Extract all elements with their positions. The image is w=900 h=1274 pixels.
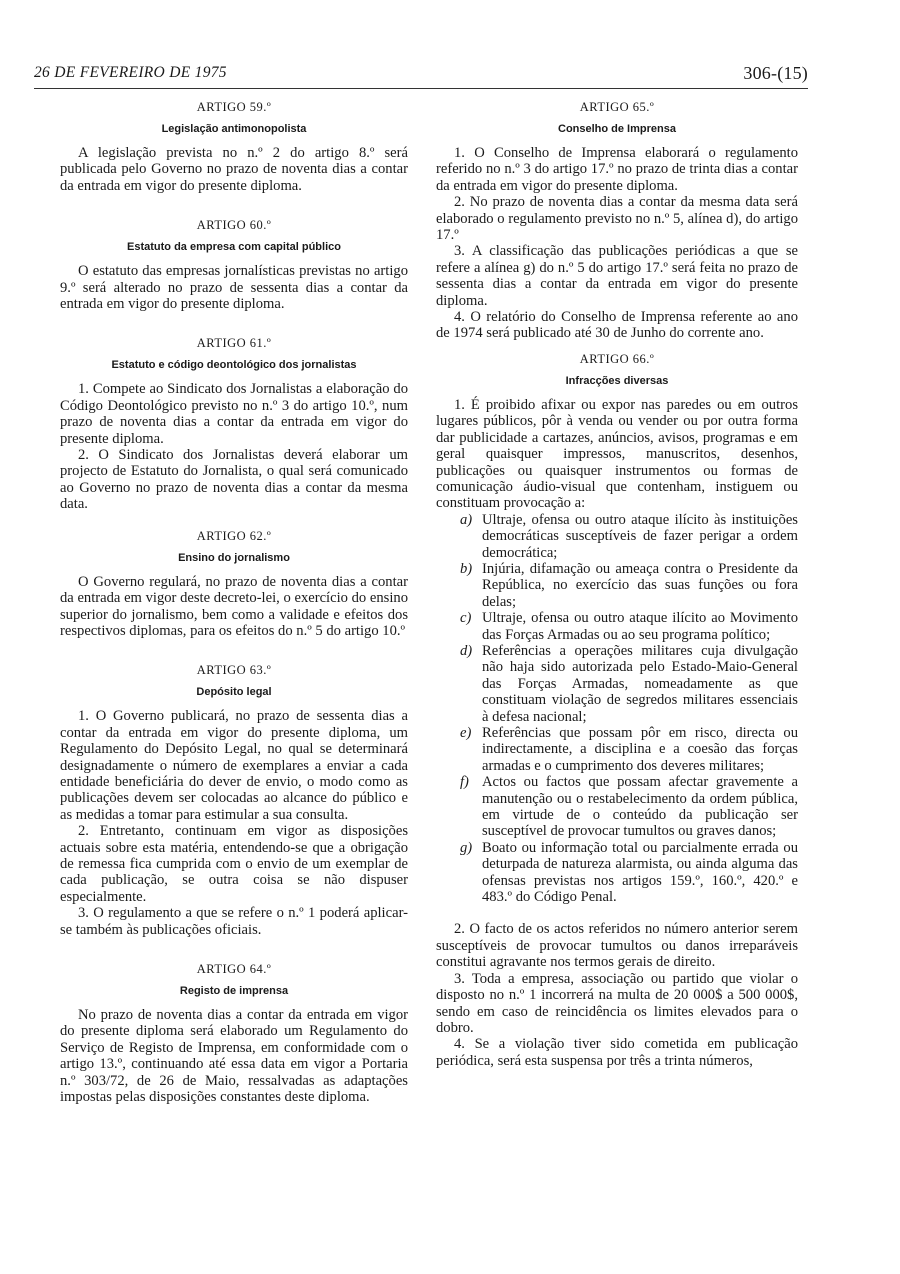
- article-paragraph: 2. Entretanto, continuam em vigor as disposições actuais sobre esta matéria, entendendo-se que a obrigação de remessa fica cumprida com o envio de um exemplar de cada publicação, se outra coisa se não dispuser especialmente.: [60, 823, 408, 905]
- article-number: ARTIGO 61.º: [196, 336, 272, 351]
- article-number: ARTIGO 65.º: [579, 100, 655, 114]
- article-paragraph: 1. Compete ao Sindicato dos Jornalistas a elaboração do Código Deontológico previsto no n.º 3 do artigo 10.º, num prazo de noventa dias a contar da entrada em vigor do presente diploma.: [60, 381, 408, 447]
- article-title: Registo de imprensa: [179, 985, 289, 997]
- article-62: [60, 529, 408, 640]
- article-paragraph: O Governo regulará, no prazo de noventa dias a contar da entrada em vigor deste decreto-lei, o exercício do ensino superior do jornalismo, bem como a validade e efeitos dos respectivos diplomas, para os efeitos do n.º 5 do artigo 10.º: [60, 573, 408, 639]
- article-66: [436, 352, 798, 1069]
- article-title: Infracções diversas: [565, 374, 669, 387]
- article-number: ARTIGO 62.º: [196, 528, 272, 543]
- item-label: g): [460, 839, 473, 856]
- article-paragraph: 3. A classificação das publicações periódicas a que se refere a alínea g) do n.º 5 do artigo 17.º será feita no prazo de sessenta dias a contar da entrada em vigor do presente diploma.: [436, 243, 798, 309]
- article-number: ARTIGO 64.º: [196, 962, 272, 976]
- article-paragraph: 4. O relatório do Conselho de Imprensa referente ao ano de 1974 será publicado até 30 de Junho do corrente ano.: [436, 309, 798, 342]
- list-item: [436, 561, 798, 610]
- item-text: Ultraje, ofensa ou outro ataque ilícito às instituições democráticas susceptíveis de fazer perigar a ordem democrática;: [482, 511, 798, 561]
- article-number: ARTIGO 60.º: [196, 218, 272, 233]
- item-label: a): [460, 511, 473, 528]
- list-item: [436, 512, 798, 561]
- article-paragraph: 2. No prazo de noventa dias a contar da mesma data será elaborado o regulamento previsto no n.º 5, alínea d), do artigo 17.º: [436, 194, 798, 244]
- item-label: f): [460, 774, 469, 791]
- article-paragraph: No prazo de noventa dias a contar da entrada em vigor do presente diploma será elaborado um Regulamento do Serviço de Registo de Imprensa, em conformidade com o artigo 13.º, continuando até essa data em vigor a Portaria n.º 303/72, de 26 de Maio, ressalvadas as adaptações impostas pelas disposições constantes deste diploma.: [60, 1007, 408, 1106]
- article-paragraph: A legislação prevista no n.º 2 do artigo 8.º será publicada pelo Governo no prazo de noventa dias a contar da entrada em vigor do presente diploma.: [60, 145, 408, 194]
- article-60: [60, 218, 408, 312]
- list-item: [436, 643, 798, 725]
- item-label: b): [460, 560, 473, 577]
- list-item: [436, 774, 798, 840]
- item-label: d): [460, 642, 473, 659]
- page-number: 306-(15): [743, 63, 808, 83]
- article-title: Estatuto e código deontológico dos jornalistas: [111, 359, 357, 372]
- article-63: [60, 663, 408, 938]
- article-paragraph: 2. O Sindicato dos Jornalistas deverá elaborar um projecto de Estatuto do Jornalista, o qual será comunicado ao Governo no prazo de noventa dias a contar da mesma data.: [60, 447, 408, 513]
- article-59: [60, 100, 408, 194]
- article-paragraph: 1. O Governo publicará, no prazo de sessenta dias a contar da entrada em vigor do presente diploma, um Regulamento do Depósito Legal, no qual se determinará designadamente o número de exemplares a enviar a cada entidade beneficiária do dever de envio, o modo como as publicações devem ser colocadas ao alcance do público e as medidas a tomar para estimular a sua consulta.: [60, 708, 408, 823]
- item-text: Ultraje, ofensa ou outro ataque ilícito ao Movimento das Forças Armadas ou ao seu programa político;: [482, 610, 798, 643]
- item-label: c): [460, 610, 472, 627]
- subparagraph-list: [436, 512, 798, 906]
- item-text: Boato ou informação total ou parcialmente errada ou deturpada de natureza alarmista, ou ainda alguma das ofensas previstas nos artigos 159.º, 160.º, 420.º e 483.º do Código Penal.: [482, 839, 798, 906]
- article-number: ARTIGO 66.º: [579, 351, 655, 366]
- list-item: [436, 610, 798, 643]
- article-paragraph: 1. É proibido afixar ou expor nas paredes ou em outros lugares públicos, pôr à venda ou vender ou por outra forma dar publicidade a cartazes, anúncios, avisos, programas e em geral quaisquer impressos, manuscritos, desenhos, publicações ou quaisquer instrumentos ou formas de comunicação áudio-visual que contenham, instiguem ou constituam provocação a:: [436, 396, 798, 512]
- article-number: ARTIGO 63.º: [196, 663, 272, 678]
- item-text: Actos ou factos que possam afectar gravemente a manutenção ou o restabelecimento da ordem pública, em virtude de o conteúdo da publicação ser susceptível de provocar tumultos ou graves danos;: [482, 774, 798, 840]
- item-text: Referências a operações militares cuja divulgação não haja sido autorizada pelo Estado-Maio-General das Forças Armadas, nomeadamente as que constituam violação de segredos militares essenciais à defesa nacional;: [482, 642, 798, 725]
- right-column: [436, 100, 798, 1069]
- item-text: Injúria, difamação ou ameaça contra o Presidente da República, no exercício das suas funções ou fora delas;: [482, 560, 798, 610]
- page-header: [34, 60, 808, 89]
- article-paragraph: 2. O facto de os actos referidos no número anterior serem susceptíveis de provocar tumultos ou danos irreparáveis constitui agravante nos termos gerais de direito.: [436, 921, 798, 971]
- article-title: Legislação antimonopolista: [161, 123, 307, 135]
- article-paragraph: 1. O Conselho de Imprensa elaborará o regulamento referido no n.º 3 do artigo 17.º no prazo de trinta dias a contar da entrada em vigor do presente diploma.: [436, 145, 798, 194]
- article-title: Depósito legal: [196, 686, 272, 699]
- item-text: Referências que possam pôr em risco, directa ou indirectamente, a disciplina e a coesão das forças armadas e o cumprimento dos deveres militares;: [482, 725, 798, 774]
- list-item: [436, 840, 798, 906]
- article-paragraph: 3. O regulamento a que se refere o n.º 1 poderá aplicar-se também às publicações oficiais.: [60, 905, 408, 938]
- article-paragraph: 3. Toda a empresa, associação ou partido que violar o disposto no n.º 1 incorrerá na multa de 20 000$ a 500 000$, sendo em caso de reincidência os limites elevados para o dobro.: [436, 970, 798, 1036]
- left-column: [60, 100, 408, 1105]
- article-title: Conselho de Imprensa: [558, 123, 676, 135]
- list-item: [436, 725, 798, 774]
- article-paragraph: 4. Se a violação tiver sido cometida em publicação periódica, será esta suspensa por três a trinta números,: [436, 1036, 798, 1069]
- item-label: e): [460, 725, 472, 741]
- article-number: ARTIGO 59.º: [196, 100, 272, 114]
- article-title: Estatuto da empresa com capital público: [127, 241, 341, 254]
- article-title: Ensino do jornalismo: [178, 551, 290, 564]
- article-paragraph: O estatuto das empresas jornalísticas previstas no artigo 9.º será alterado no prazo de sessenta dias a contar da entrada em vigor do presente diploma.: [60, 263, 408, 313]
- article-61: [60, 336, 408, 512]
- article-64: [60, 962, 408, 1105]
- header-date: 26 DE FEVEREIRO DE 1975: [34, 64, 227, 81]
- article-65: [436, 100, 798, 342]
